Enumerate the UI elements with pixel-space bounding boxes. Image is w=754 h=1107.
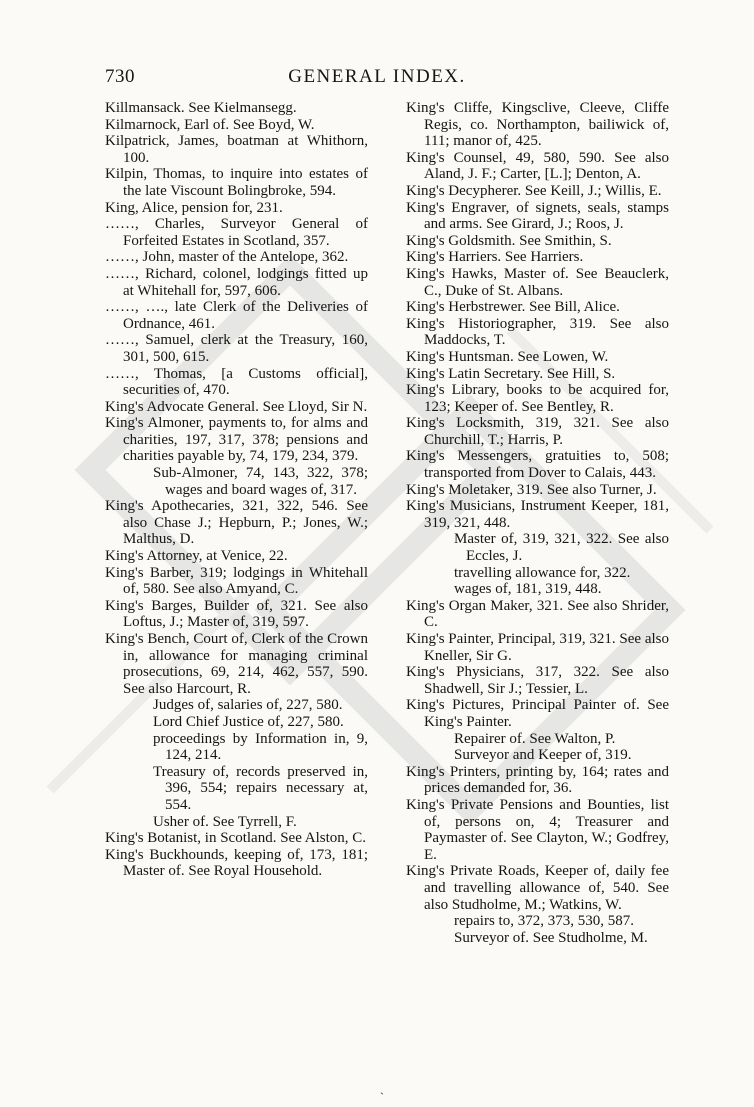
index-entry: King's Physicians, 317, 322. See also Shadwell, Sir J.; Tessier, L.: [406, 664, 669, 697]
index-entry: King's Locksmith, 319, 321. See also Churchill, T.; Harris, P.: [406, 415, 669, 448]
index-entry: King's Pictures, Principal Painter of. See King's Painter.: [406, 697, 669, 730]
index-entry: King's Hawks, Master of. See Beauclerk, C., Duke of St. Albans.: [406, 265, 669, 299]
running-head: GENERAL INDEX.: [288, 66, 466, 87]
index-entry: King's Attorney, at Venice, 22.: [105, 548, 288, 565]
index-column-right: [406, 100, 669, 946]
index-subentry: repairs to, 372, 373, 530, 587.: [454, 913, 634, 930]
index-entry: King's Harriers. See Harriers.: [406, 249, 584, 266]
index-entry: King's Cliffe, Kingsclive, Cleeve, Cliffe Regis, co. Northampton, bailiwick of, 111; manor of, 425.: [406, 100, 669, 150]
index-entry: King's Library, books to be acquired for, 123; Keeper of. See Bentley, R.: [406, 382, 669, 415]
index-subentry: Surveyor and Keeper of, 319.: [454, 747, 632, 764]
index-entry: Kilpatrick, James, boatman at Whithorn, 100.: [105, 133, 368, 166]
index-entry: King's Private Roads, Keeper of, daily fee and travelling allowance of, 540. See also Studholme, M.; Watkins, W.: [406, 863, 669, 913]
index-subentry: Repairer of. See Walton, P.: [454, 730, 616, 747]
index-entry: King's Decypherer. See Keill, J.; Willis, E.: [406, 182, 662, 199]
index-subentry: Master of, 319, 321, 322. See also Eccles, J.: [454, 531, 669, 565]
index-entry: Kilmarnock, Earl of. See Boyd, W.: [105, 116, 315, 133]
index-entry: King's Painter, Principal, 319, 321. See also Kneller, Sir G.: [406, 631, 669, 664]
index-entry: King's Barber, 319; lodgings in Whitehall of, 580. See also Amyand, C.: [105, 564, 368, 598]
index-entry: King's Musicians, Instrument Keeper, 181, 319, 321, 448.: [406, 498, 669, 531]
index-entry: ……, Thomas, [a Customs official], securities of, 470.: [105, 365, 368, 399]
index-entry: King, Alice, pension for, 231.: [105, 199, 283, 216]
index-entry: King's Apothecaries, 321, 322, 546. See also Chase J.; Hepburn, P.; Jones, W.; Malthus, D.: [105, 498, 368, 548]
index-entry: ……, Charles, Surveyor General of Forfeited Estates in Scotland, 357.: [105, 216, 368, 249]
index-entry: King's Counsel, 49, 580, 590. See also Aland, J. F.; Carter, [L.]; Denton, A.: [406, 149, 669, 183]
index-entry: Killmansack. See Kielmansegg.: [105, 100, 297, 116]
index-subentry: Treasury of, records preserved in, 396, 554; repairs necessary at, 554.: [153, 763, 368, 813]
index-entry: ……, Samuel, clerk at the Treasury, 160, 301, 500, 615.: [105, 332, 368, 365]
index-entry: ……, John, master of the Antelope, 362.: [105, 249, 349, 266]
index-entry: King's Private Pensions and Bounties, list of, persons on, 4; Treasurer and Paymaster of. See Clayton, W.; Godfrey, E.: [406, 796, 669, 863]
index-entry: King's Moletaker, 319. See also Turner, J.: [406, 481, 657, 498]
index-entry: King's Buckhounds, keeping of, 173, 181; Master of. See Royal Household.: [105, 846, 368, 880]
index-entry: King's Engraver, of signets, seals, stamps and arms. See Girard, J.; Roos, J.: [406, 199, 669, 233]
index-subentry: proceedings by Information in, 9, 124, 214.: [153, 730, 368, 764]
index-entry: ……, …., late Clerk of the Deliveries of Ordnance, 461.: [105, 299, 368, 332]
index-subentry: travelling allowance for, 322.: [454, 564, 631, 581]
index-entry: Kilpin, Thomas, to inquire into estates of the late Viscount Bolingbroke, 594.: [105, 166, 368, 199]
index-entry: King's Huntsman. See Lowen, W.: [406, 348, 609, 365]
index-entry: King's Historiographer, 319. See also Maddocks, T.: [406, 315, 669, 349]
index-entry: King's Advocate General. See Lloyd, Sir N.: [105, 398, 368, 415]
index-subentry: Usher of. See Tyrrell, F.: [153, 813, 297, 830]
index-entry: King's Latin Secretary. See Hill, S.: [406, 365, 616, 382]
index-subentry: Judges of, salaries of, 227, 580.: [153, 697, 343, 714]
index-subentry: wages of, 181, 319, 448.: [454, 581, 602, 598]
index-entry: King's Almoner, payments to, for alms and charities, 197, 317, 378; pensions and charities payable by, 74, 179, 234, 379.: [105, 415, 368, 465]
index-entry: King's Organ Maker, 321. See also Shrider, C.: [406, 597, 669, 631]
index-entry: King's Botanist, in Scotland. See Alston, C.: [105, 830, 367, 847]
index-subentry: Surveyor of. See Studholme, M.: [454, 929, 648, 946]
index-column-left: [105, 100, 368, 880]
page-header: [105, 66, 649, 92]
index-entry: King's Printers, printing by, 164; rates and prices demanded for, 36.: [406, 763, 669, 797]
index-subentry: Sub-Almoner, 74, 143, 322, 378; wages and board wages of, 317.: [153, 465, 368, 498]
index-entry: King's Barges, Builder of, 321. See also Loftus, J.; Master of, 319, 597.: [105, 597, 368, 631]
index-entry: King's Messengers, gratuities to, 508; transported from Dover to Calais, 443.: [406, 448, 669, 482]
index-entry: King's Bench, Court of, Clerk of the Crown in, allowance for managing criminal prosecutions, 69, 214, 462, 557, 590. See also Harcourt, R.: [105, 631, 368, 697]
page-number: 730: [105, 66, 135, 87]
footer-mark: `: [380, 1090, 384, 1104]
index-entry: King's Goldsmith. See Smithin, S.: [406, 232, 612, 249]
index-entry: King's Herbstrewer. See Bill, Alice.: [406, 299, 620, 316]
index-subentry: Lord Chief Justice of, 227, 580.: [153, 713, 344, 730]
index-entry: ……, Richard, colonel, lodgings fitted up at Whitehall for, 597, 606.: [105, 265, 368, 299]
